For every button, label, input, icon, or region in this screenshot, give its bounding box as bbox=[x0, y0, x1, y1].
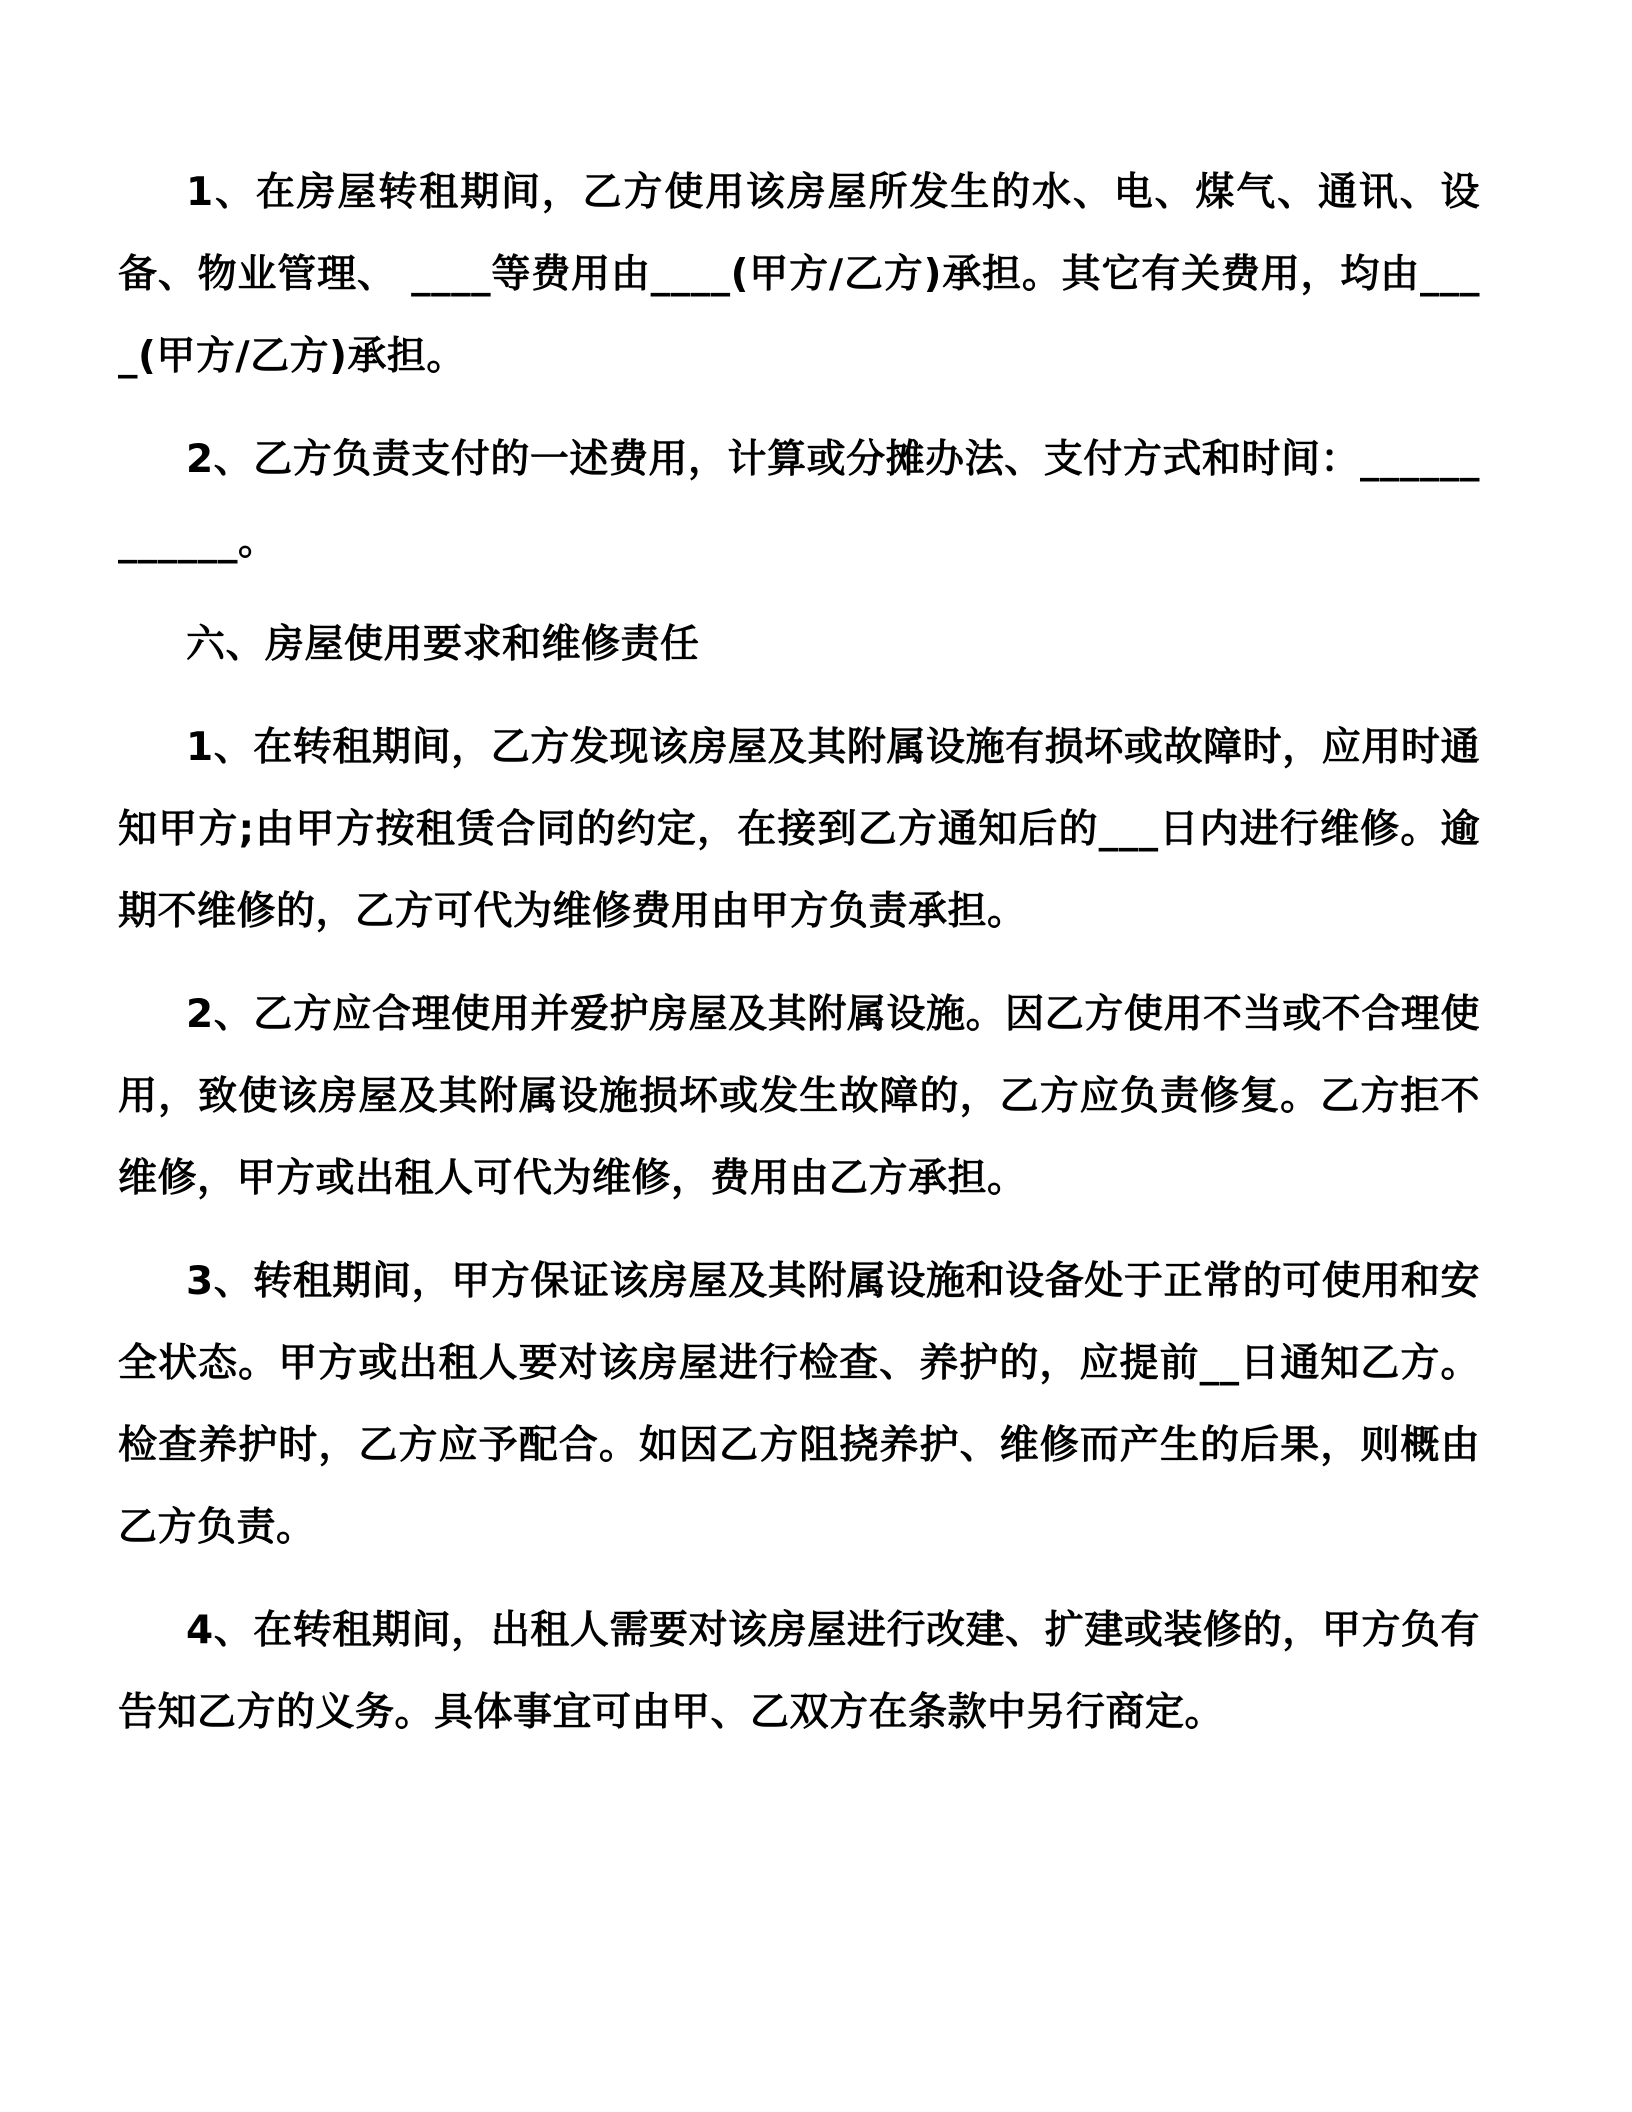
contract-text-block bbox=[118, 152, 1480, 1754]
clause-repair-notice: 1、在转租期间，乙方发现该房屋及其附属设施有损坏或故障时，应用时通知甲方;由甲方按租赁合同的约定，在接到乙方通知后的___日内进行维修。逾期不维修的，乙方可代为维修费用由甲方负责承担。 bbox=[118, 725, 1480, 934]
clause-renovation-notice: 4、在转租期间，出租人需要对该房屋进行改建、扩建或装修的，甲方负有告知乙方的义务。具体事宜可由甲、乙双方在条款中另行商定。 bbox=[118, 1608, 1480, 1735]
section-heading-usage-and-maintenance: 六、房屋使用要求和维修责任 bbox=[186, 622, 700, 667]
clause-proper-use: 2、乙方应合理使用并爱护房屋及其附属设施。因乙方使用不当或不合理使用，致使该房屋及其附属设施损坏或发生故障的，乙方应负责修复。乙方拒不维修，甲方或出租人可代为维修，费用由乙方承担。 bbox=[118, 992, 1480, 1201]
clause-utilities-fees: 1、在房屋转租期间，乙方使用该房屋所发生的水、电、煤气、通讯、设备、物业管理、 ____等费用由____(甲方/乙方)承担。其它有关费用，均由____(甲方/乙方)承担。 bbox=[118, 170, 1480, 379]
clause-inspection-maintenance: 3、转租期间，甲方保证该房屋及其附属设施和设备处于正常的可使用和安全状态。甲方或出租人要对该房屋进行检查、养护的，应提前__日通知乙方。检查养护时，乙方应予配合。如因乙方阻挠养护、维修而产生的后果，则概由乙方负责。 bbox=[118, 1259, 1480, 1550]
clause-payment-method: 2、乙方负责支付的一述费用，计算或分摊办法、支付方式和时间：____________。 bbox=[118, 437, 1480, 564]
